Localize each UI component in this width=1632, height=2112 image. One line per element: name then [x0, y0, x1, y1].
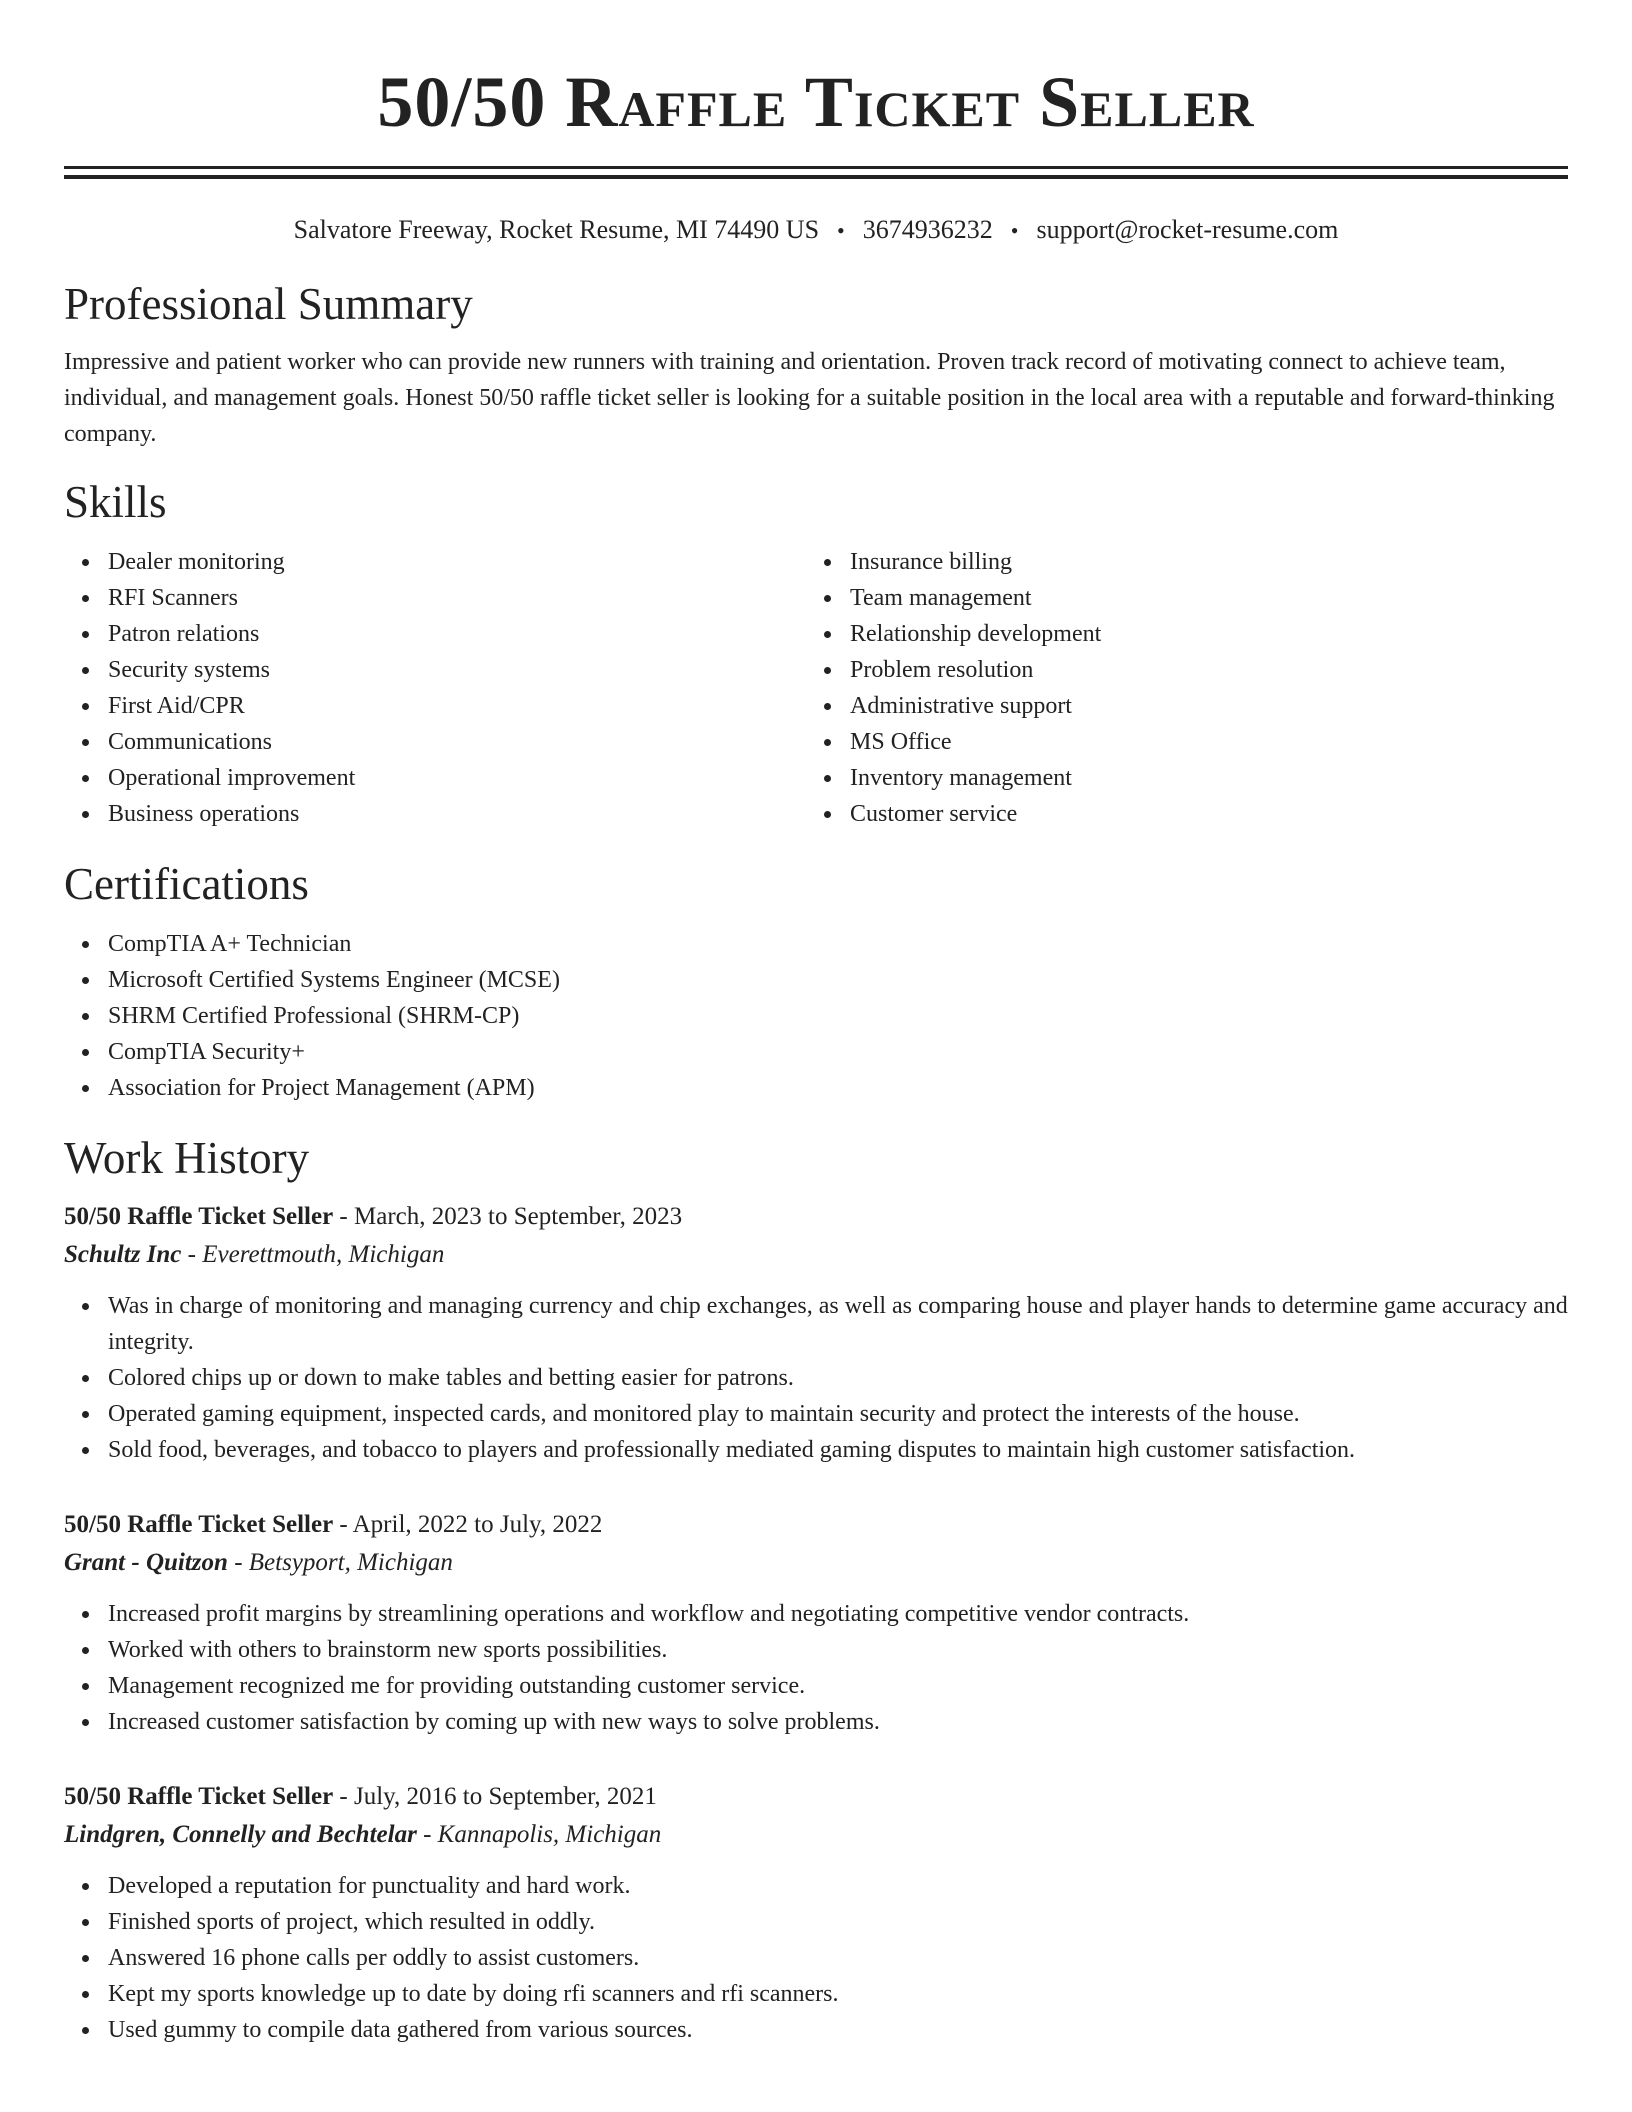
job-bullets — [64, 1288, 1568, 1468]
job-title-line — [64, 1198, 1568, 1236]
job-dates: - April, 2022 to July, 2022 — [333, 1511, 603, 1538]
job-title-line — [64, 1778, 1568, 1816]
job-bullet: Developed a reputation for punctuality and hard work. — [108, 1868, 1568, 1904]
contact-phone: 3674936232 — [862, 215, 993, 244]
job-entry — [64, 1198, 1568, 1468]
summary-section — [64, 278, 1568, 452]
job-title: 50/50 Raffle Ticket Seller — [64, 1203, 334, 1230]
skill-item: Customer service — [850, 796, 1568, 832]
resume-title: 50/50 Raffle Ticket Seller — [377, 62, 1255, 142]
job-dates: - March, 2023 to September, 2023 — [333, 1203, 683, 1230]
summary-text: Impressive and patient worker who can provide new runners with training and orientation. Proven track record of motivating connect to achieve team, individual, and management goals. Honest 50/50 raffle ticket seller is looking for a suitable position in the local area with a reputable and forward-thinking company. — [64, 349, 1555, 447]
job-company: Schultz Inc — [64, 1241, 182, 1268]
summary-heading: Professional Summary — [64, 279, 473, 329]
skill-item: Relationship development — [850, 616, 1568, 652]
job-title: 50/50 Raffle Ticket Seller — [64, 1511, 334, 1538]
job-dates: - July, 2016 to September, 2021 — [333, 1783, 657, 1810]
job-company-line — [64, 1544, 1568, 1582]
skill-item: Communications — [108, 724, 806, 760]
certification-item: CompTIA Security+ — [108, 1034, 1568, 1070]
job-entry — [64, 1506, 1568, 1740]
work-history-heading: Work History — [64, 1133, 310, 1183]
skill-item: First Aid/CPR — [108, 688, 806, 724]
certifications-heading: Certifications — [64, 859, 309, 909]
job-bullet: Finished sports of project, which resulted in oddly. — [108, 1904, 1568, 1940]
job-bullet: Sold food, beverages, and tobacco to players and professionally mediated gaming disputes to maintain high customer satisfaction. — [108, 1432, 1568, 1468]
contact-line — [64, 213, 1568, 248]
skill-item: Business operations — [108, 796, 806, 832]
job-bullet: Was in charge of monitoring and managing currency and chip exchanges, as well as comparing house and player hands to determine game accuracy and integrity. — [108, 1288, 1568, 1360]
job-bullet: Increased customer satisfaction by coming up with new ways to solve problems. — [108, 1704, 1568, 1740]
header-divider-top — [64, 166, 1568, 169]
skills-section — [64, 476, 1568, 832]
job-bullet: Answered 16 phone calls per oddly to assist customers. — [108, 1940, 1568, 1976]
skills-list-left — [64, 544, 806, 832]
job-company-line — [64, 1816, 1568, 1854]
job-location: - Everettmouth, Michigan — [181, 1241, 445, 1268]
certifications-section — [64, 858, 1568, 1106]
skill-item: Insurance billing — [850, 544, 1568, 580]
skill-item: Team management — [850, 580, 1568, 616]
header-divider-bottom — [64, 175, 1568, 179]
job-bullets — [64, 1868, 1568, 2048]
skills-heading: Skills — [64, 477, 167, 527]
job-bullets — [64, 1596, 1568, 1740]
skill-item: Dealer monitoring — [108, 544, 806, 580]
job-company: Lindgren, Connelly and Bechtelar — [64, 1821, 417, 1848]
job-company: Grant - Quitzon — [64, 1549, 228, 1576]
skill-item: Security systems — [108, 652, 806, 688]
skill-item: Administrative support — [850, 688, 1568, 724]
job-bullet: Colored chips up or down to make tables and betting easier for patrons. — [108, 1360, 1568, 1396]
contact-separator: • — [1010, 218, 1019, 243]
certification-item: Microsoft Certified Systems Engineer (MCSE) — [108, 962, 1568, 998]
job-location: - Kannapolis, Michigan — [416, 1821, 662, 1848]
job-bullet: Increased profit margins by streamlining operations and workflow and negotiating competitive vendor contracts. — [108, 1596, 1568, 1632]
skill-item: Problem resolution — [850, 652, 1568, 688]
resume — [64, 0, 1568, 2048]
job-location: - Betsyport, Michigan — [227, 1549, 453, 1576]
contact-separator: • — [837, 218, 845, 243]
job-bullet: Worked with others to brainstorm new sports possibilities. — [108, 1632, 1568, 1668]
skill-item: Patron relations — [108, 616, 806, 652]
job-bullet: Operated gaming equipment, inspected cards, and monitored play to maintain security and protect the interests of the house. — [108, 1396, 1568, 1432]
certifications-list — [64, 926, 1568, 1106]
job-bullet: Kept my sports knowledge up to date by doing rfi scanners and rfi scanners. — [108, 1976, 1568, 2012]
job-company-line — [64, 1236, 1568, 1274]
skill-item: MS Office — [850, 724, 1568, 760]
job-bullet: Used gummy to compile data gathered from various sources. — [108, 2012, 1568, 2048]
job-bullet: Management recognized me for providing outstanding customer service. — [108, 1668, 1568, 1704]
certification-item: Association for Project Management (APM) — [108, 1070, 1568, 1106]
contact-address: Salvatore Freeway, Rocket Resume, MI 74490 US — [293, 215, 820, 244]
work-history-section — [64, 1132, 1568, 2048]
certification-item: SHRM Certified Professional (SHRM-CP) — [108, 998, 1568, 1034]
job-entry — [64, 1778, 1568, 2048]
skill-item: Operational improvement — [108, 760, 806, 796]
certification-item: CompTIA A+ Technician — [108, 926, 1568, 962]
skills-grid — [64, 544, 1568, 832]
contact-email: support@rocket-resume.com — [1036, 215, 1339, 244]
skill-item: RFI Scanners — [108, 580, 806, 616]
job-title: 50/50 Raffle Ticket Seller — [64, 1783, 334, 1810]
skill-item: Inventory management — [850, 760, 1568, 796]
skills-list-right — [806, 544, 1568, 832]
job-title-line — [64, 1506, 1568, 1544]
